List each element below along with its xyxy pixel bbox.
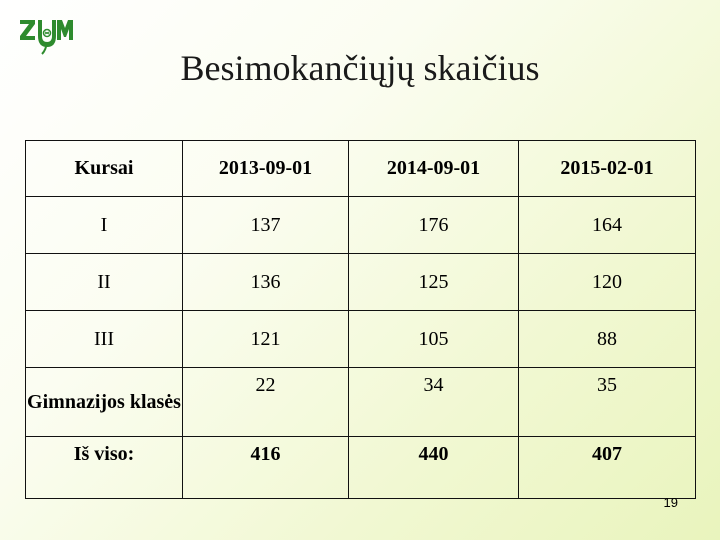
table-row <box>26 197 696 254</box>
table-row <box>26 368 696 437</box>
header-cell: 2013-09-01 <box>183 141 349 197</box>
table-cell: 22 <box>183 368 349 437</box>
enrollment-table <box>25 140 696 499</box>
row-label: I <box>26 197 183 254</box>
table-cell: 35 <box>519 368 696 437</box>
row-label: III <box>26 311 183 368</box>
slide-title: Besimokančiųjų skaičius <box>180 48 540 88</box>
header-cell: 2015-02-01 <box>519 141 696 197</box>
table-row <box>26 254 696 311</box>
header-cell: Kursai <box>26 141 183 197</box>
total-cell: 407 <box>519 437 696 499</box>
total-cell: 440 <box>349 437 519 499</box>
table-cell: 121 <box>183 311 349 368</box>
total-row <box>26 437 696 499</box>
table-cell: 34 <box>349 368 519 437</box>
row-label: II <box>26 254 183 311</box>
table-header-row <box>26 141 696 197</box>
total-label: Iš viso: <box>26 437 183 499</box>
total-cell: 416 <box>183 437 349 499</box>
page-number: 19 <box>663 495 678 510</box>
table-row <box>26 311 696 368</box>
table-cell: 137 <box>183 197 349 254</box>
table-cell: 176 <box>349 197 519 254</box>
table-cell: 105 <box>349 311 519 368</box>
table-cell: 164 <box>519 197 696 254</box>
row-label: Gimnazijos klasės <box>26 368 183 437</box>
table-cell: 125 <box>349 254 519 311</box>
header-cell: 2014-09-01 <box>349 141 519 197</box>
table-cell: 136 <box>183 254 349 311</box>
table-cell: 88 <box>519 311 696 368</box>
table-cell: 120 <box>519 254 696 311</box>
